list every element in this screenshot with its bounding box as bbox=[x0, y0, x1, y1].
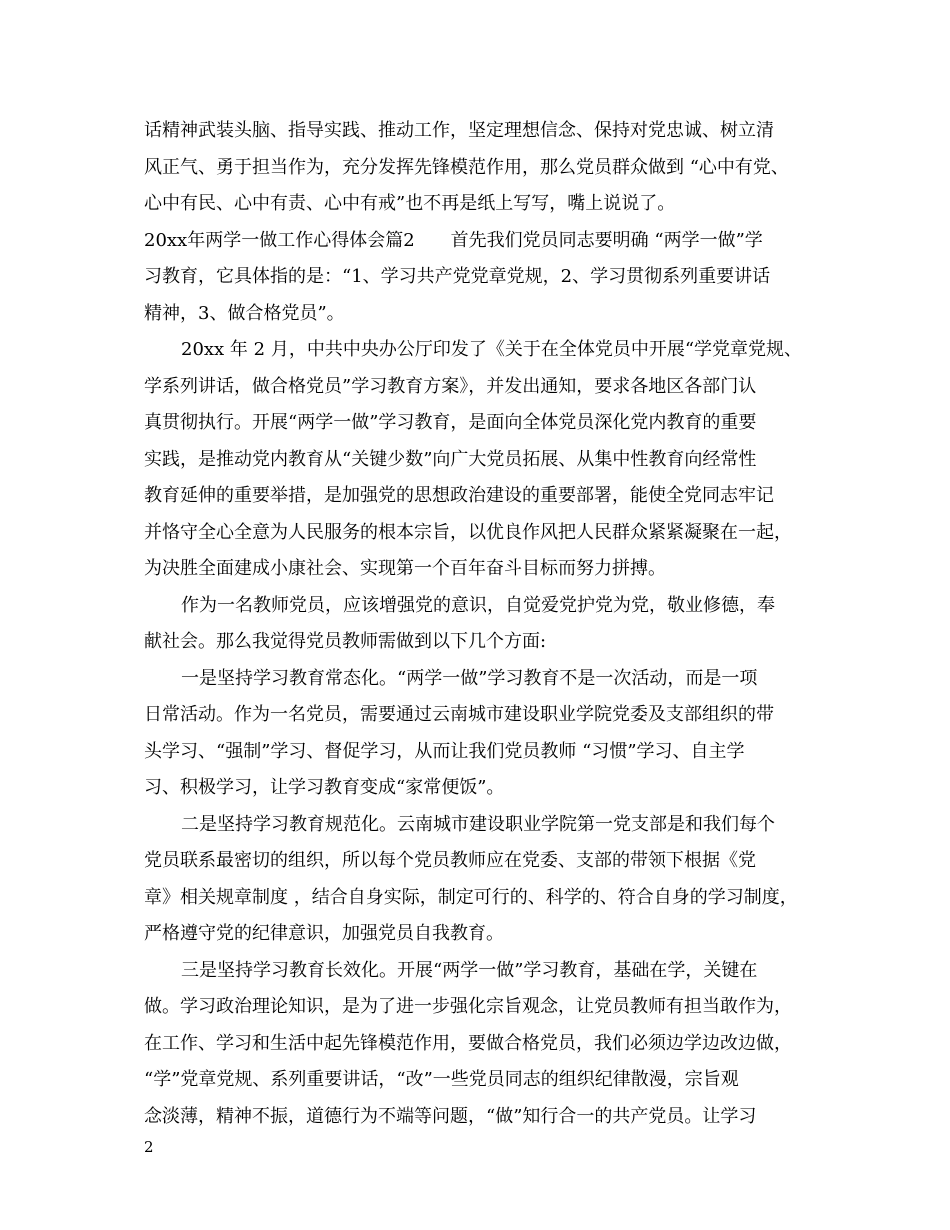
paragraph-start-line: 二是坚持学习教育规范化。云南城市建设职业学院第一党支部是和我们每个 bbox=[181, 813, 775, 835]
text-line: 为决胜全面建成小康社会、实现第一个百年奋斗目标而努力拼搏。 bbox=[144, 558, 666, 579]
text-line: 日常活动。作为一名党员，需要通过云南城市建设职业学院党委及支部组织的带 bbox=[144, 704, 774, 725]
paragraph-start-line: 20xx 年 2 月，中共中央办公厅印发了《关于在全体党员中开展“学党章党规、 bbox=[181, 339, 803, 360]
text-line: 习、积极学习，让学习教育变成“家常便饭”。 bbox=[144, 777, 505, 798]
text-line: 党员联系最密切的组织，所以每个党员教师应在党委、支部的带领下根据《党 bbox=[144, 850, 756, 871]
text-line: 献社会。那么我觉得党员教师需做到以下几个方面: bbox=[144, 631, 547, 652]
text-line: 实践，是推动党内教育从“关键少数”向广大党员拓展、从集中性教育向经常性 bbox=[144, 448, 757, 470]
text-line: 做。学习政治理论知识，是为了进一步强化宗旨观念，让党员教师有担当敢作为， bbox=[144, 996, 792, 1017]
text-line: 学系列讲话，做合格党员”学习教育方案》，并发出通知，要求各地区各部门认 bbox=[144, 375, 757, 397]
text-line: 教育延伸的重要举措，是加强党的思想政治建设的重要部署，能使全党同志牢记 bbox=[144, 485, 774, 506]
text-line: 并恪守全心全意为人民服务的根本宗旨，以优良作风把人民群众紧紧凝聚在一起， bbox=[144, 521, 792, 543]
section-heading-line: 20xx年两学一做工作心得体会篇2 首先我们党员同志要明确 “两学一做”学 bbox=[144, 229, 763, 251]
paragraph-start-line: 一是坚持学习教育常态化。“两学一做”学习教育不是一次活动，而是一项 bbox=[181, 667, 758, 689]
body-text bbox=[144, 113, 834, 1135]
text-line: 习教育，它具体指的是：“1、学习共产党党章党规，2、学习贯彻系列重要讲话 bbox=[144, 266, 771, 287]
text-line: 话精神武装头脑、指导实践、推动工作，坚定理想信念、保持对党忠诚、树立清 bbox=[144, 120, 774, 141]
text-line: 真贯彻执行。开展“两学一做”学习教育，是面向全体党员深化党内教育的重要 bbox=[144, 412, 757, 433]
paragraph-start-line: 作为一名教师党员，应该增强党的意识，自觉爱党护党为党，敬业修德，奉 bbox=[181, 594, 775, 616]
text-line: 头学习、“强制”学习、督促学习，从而让我们党员教师 “习惯”学习、自主学 bbox=[144, 740, 745, 762]
text-line: 严格遵守党的纪律意识，加强党员自我教育。 bbox=[144, 923, 504, 944]
paragraph-start-line: 三是坚持学习教育长效化。开展“两学一做”学习教育，基础在学，关键在 bbox=[181, 959, 758, 981]
text-line: 念淡薄，精神不振，道德行为不端等问题，“做”知行合一的共产党员。让学习 bbox=[144, 1105, 757, 1127]
text-line: “学”党章党规、系列重要讲话，“改”一些党员同志的组织纪律散漫，宗旨观 bbox=[144, 1069, 739, 1090]
text-line: 风正气、勇于担当作为，充分发挥先锋模范作用，那么党员群众做到 “心中有党、 bbox=[144, 156, 789, 178]
text-line: 精神，3、做合格党员”。 bbox=[144, 302, 345, 324]
text-line: 章》相关规章制度 ，结合自身实际，制定可行的、科学的、符合自身的学习制度， bbox=[144, 886, 798, 908]
page-number: 2 bbox=[144, 1138, 154, 1156]
text-line: 在工作、学习和生活中起先锋模范作用，要做合格党员，我们必须边学边改边做， bbox=[144, 1032, 792, 1054]
text-line: 心中有民、心中有责、心中有戒”也不再是纸上写写，嘴上说说了。 bbox=[144, 193, 676, 214]
